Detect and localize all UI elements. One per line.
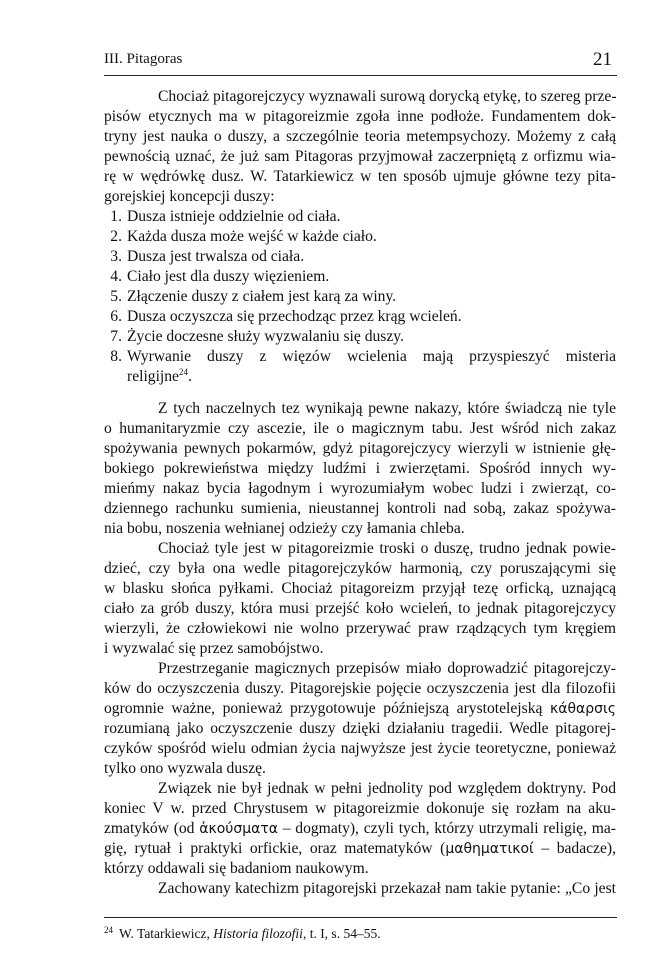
list-item	[104, 287, 616, 307]
list-text: Wyrwanie duszy z więzów wcielenia mają przyspieszyć misteria	[127, 348, 616, 365]
text-line: którzy oddawali się badaniom naukowym.	[104, 860, 369, 877]
text-line: pewnością uznać, że już sam Pitagoras przyjmował zaczerpniętą z orfizmu wia-	[104, 148, 616, 165]
text-line: Chociaż tyle jest w pitagoreizmie troski o duszę, trudno jednak powie-	[158, 540, 616, 557]
list-item	[104, 227, 616, 247]
list-item	[104, 347, 616, 367]
text-line: mieńmy nakaz bycia łagodnym i wyrozumiałym wobec ludzi i zwierząt, co-	[104, 480, 616, 497]
footnote-rest: , t. I, s. 54–55.	[302, 926, 381, 941]
list-item-continuation	[104, 367, 616, 387]
list-number: 2.	[110, 228, 122, 245]
text-line: czyków spośród wielu odmian życia najwyższe jest życie teoretyczne, ponieważ	[104, 740, 616, 757]
text-span: – badacze),	[541, 840, 616, 857]
chapter-title: III. Pitagoras	[104, 51, 183, 67]
text-span: ogromnie ważne, ponieważ przygotowuje późniejszą arystotelejską	[104, 700, 543, 717]
list-item	[104, 267, 616, 287]
text-line	[104, 699, 616, 719]
list-text-end: religijne	[127, 368, 179, 385]
list-text: religijne$^{24}$.	[127, 366, 192, 385]
text-line: dzieć, czy była ona wedle pitagorejczyków harmonią, czy poruszającymi się	[104, 560, 616, 577]
list-number: 8.	[110, 348, 122, 365]
text-line: tylko ono wyzwala duszę.	[104, 760, 266, 777]
greek-term: μαθηματικοί	[445, 841, 534, 857]
text-line: wierzyli, że człowiekowi nie wolno przerywać praw rządzących tym kręgiem	[104, 620, 616, 637]
list-number: 6.	[110, 308, 122, 325]
text-line: Przestrzeganie magicznych przepisów miało doprowadzić pitagorejczy-	[158, 660, 616, 677]
text-line: w blasku słońca pyłkami. Chociaż pitagoreizm przyjął tezę orficką, uznającą	[104, 580, 616, 597]
text-span: zmatyków (od	[104, 820, 195, 837]
text-line	[104, 839, 616, 859]
list-item	[104, 247, 616, 267]
list-number: 7.	[110, 328, 122, 345]
list-item	[104, 307, 616, 327]
text-line: spożywania pewnych pokarmów, gdyż pitagorejczycy wierzyli w istnienie głę-	[104, 440, 616, 457]
list-number: 3.	[110, 248, 122, 265]
footnote	[104, 926, 381, 942]
text-line: rę w wędrówkę dusz. W. Tatarkiewicz w ten sposób ujmuje główne tezy pita-	[104, 168, 616, 185]
text-line: Chociaż pitagorejczycy wyznawali surową dorycką etykę, to szereg prze-	[158, 88, 617, 105]
list-text: Złączenie duszy z ciałem jest karą za winy.	[127, 288, 397, 305]
footnote-rule	[104, 917, 617, 918]
header-rule	[104, 75, 617, 76]
page-number: 21	[593, 49, 612, 70]
text-line: nia bobu, noszenia wełnianej odzieży czy łamania chleba.	[104, 520, 465, 537]
text-line: pisów etycznych ma w pitagoreizmie zgoła inne podłoże. Fundamentem dok-	[104, 108, 616, 125]
footnote-title: Historia filozofii	[213, 926, 303, 941]
greek-term: κάθαρσις	[550, 701, 616, 717]
list-text: Każda dusza może wejść w każde ciało.	[127, 228, 377, 245]
running-header	[104, 51, 616, 71]
list-item	[104, 327, 616, 347]
text-line: Związek nie był jednak w pełni jednolity pod względem doktryny. Pod	[158, 780, 616, 797]
text-span: gię, rytuał i praktyki orfickie, oraz matematyków (	[104, 840, 446, 857]
text-line: Zachowany katechizm pitagorejski przekazał nam takie pytanie: „Co jest	[158, 880, 616, 897]
text-line: rozumianą jako oczyszczenie duszy dzięki działaniu tragedii. Wedle pitagorej-	[104, 720, 616, 737]
list-text: Dusza istnieje oddzielnie od ciała.	[127, 208, 341, 225]
text-line: ciało za grób duszy, która musi przejść koło wcieleń, to jednak pitagorejczycy	[104, 600, 616, 617]
footnote-author: W. Tatarkiewicz,	[119, 926, 210, 941]
text-line: dziennego rachunku sumienia, nieustannej kontroli nad sobą, zakaz spożywa-	[104, 500, 616, 517]
list-number: 4.	[110, 268, 122, 285]
text-line: i wyzwalać się przez samobójstwo.	[104, 640, 324, 657]
text-line: gorejskiej koncepcji duszy:	[104, 188, 275, 205]
list-text: Ciało jest dla duszy więzieniem.	[127, 268, 330, 285]
text-line: ków do oczyszczenia duszy. Pitagorejskie pojęcie oczyszczenia jest dla filozofii	[104, 680, 616, 697]
text-span: – dogmaty), czyli tych, którzy utrzymali religię, ma-	[282, 820, 616, 837]
text-line: Z tych naczelnych tez wynikają pewne nakazy, które świadczą nie tyle	[158, 400, 616, 417]
list-number: 1.	[110, 208, 122, 225]
text-line	[104, 819, 616, 839]
footnote-number: 24	[104, 924, 113, 935]
text-line: koniec V w. przed Chrystusem w pitagoreizmie dokonuje się rozłam na aku-	[104, 800, 616, 817]
list-item	[104, 207, 616, 227]
footnote-ref: 24	[178, 366, 188, 377]
text-line: o humanitaryzmie czy ascezie, ile o magicznym tabu. Jest wśród nich zakaz	[104, 420, 616, 437]
list-text: Dusza jest trwalsza od ciała.	[127, 248, 305, 265]
text-line: tryny jest nauka o duszy, a szczególnie teoria metempsychozy. Możemy z całą	[104, 128, 616, 145]
greek-term: ἀκούσματα	[199, 821, 279, 837]
list-text: Życie doczesne służy wyzwalaniu się duszy.	[127, 328, 404, 345]
text-line: bokiego pokrewieństwa między ludźmi i zwierzętami. Spośród innych wy-	[104, 460, 616, 477]
list-text: Dusza oczyszcza się przechodząc przez krąg wcieleń.	[127, 308, 462, 325]
list-number: 5.	[110, 288, 122, 305]
